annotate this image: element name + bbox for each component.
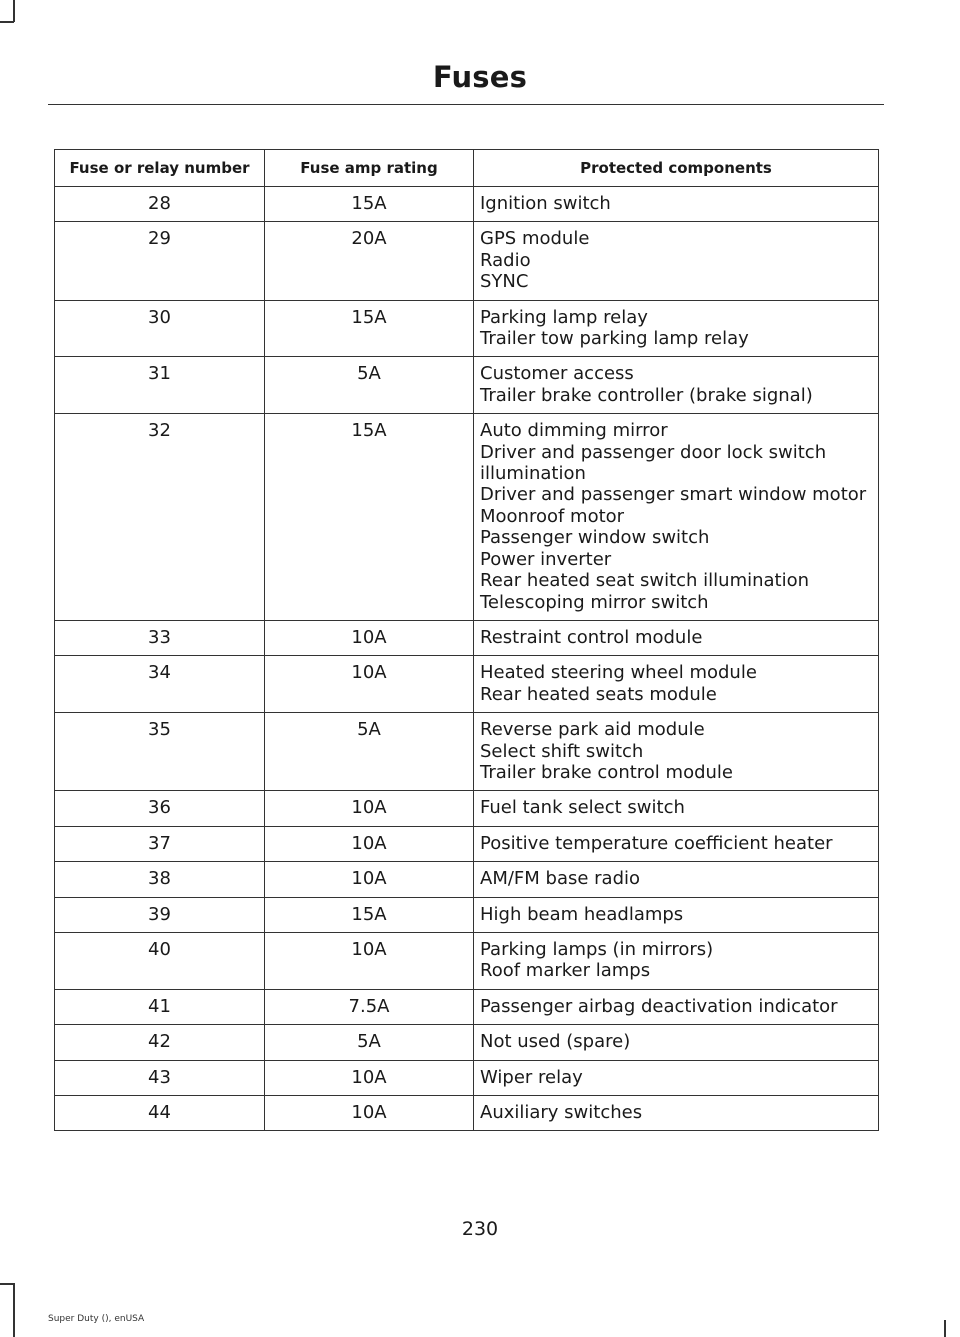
component-line: Fuel tank select switch: [480, 797, 685, 819]
crop-mark-top-left-v: [13, 0, 15, 22]
title-rule: [48, 104, 884, 105]
page-title: Fuses: [432, 60, 528, 94]
protected-components-cell: [474, 414, 879, 621]
component-line: Passenger airbag deactivation indicator: [480, 995, 838, 1017]
table-row: [55, 414, 879, 621]
component-line: SYNC: [480, 271, 529, 293]
fuse-number-cell: 32: [55, 414, 265, 621]
table-row: [55, 300, 879, 357]
crop-mark-top-left-h: [0, 21, 14, 23]
amp-rating-cell: 20A: [265, 222, 474, 300]
component-line: Ignition switch: [480, 193, 611, 214]
amp-rating-cell: 10A: [265, 620, 474, 655]
amp-rating-cell: 10A: [265, 1060, 474, 1095]
table-row: [55, 862, 879, 897]
component-line: Select shift switch: [480, 740, 644, 762]
protected-components-cell: [474, 713, 879, 791]
page-number: 230: [461, 1218, 499, 1240]
crop-mark-bottom-right-v: [944, 1320, 946, 1337]
crop-mark-bottom-left-h: [0, 1283, 14, 1285]
table-row: [55, 989, 879, 1024]
footer-text: Super Duty (), enUSA: [48, 1314, 145, 1324]
fuse-number-cell: 39: [55, 897, 265, 932]
amp-rating-cell: 5A: [265, 713, 474, 791]
fuse-number-cell: 29: [55, 222, 265, 300]
fuse-number-cell: 42: [55, 1025, 265, 1060]
amp-rating-cell: 15A: [265, 897, 474, 932]
protected-components-cell: [474, 932, 879, 989]
table-row: [55, 1060, 879, 1095]
fuse-number-cell: 44: [55, 1096, 265, 1131]
header-row: [55, 150, 879, 187]
protected-components-cell: [474, 357, 879, 414]
fuse-number-cell: 30: [55, 300, 265, 357]
fuse-number-cell: 36: [55, 791, 265, 826]
header-amp-rating: Fuse amp rating: [265, 150, 474, 187]
fuse-number-cell: 38: [55, 862, 265, 897]
protected-components-cell: [474, 897, 879, 932]
component-line: Rear heated seat switch illumination: [480, 570, 810, 592]
protected-components-cell: [474, 1025, 879, 1060]
table-row: [55, 1025, 879, 1060]
table-row: [55, 713, 879, 791]
fuse-number-cell: 34: [55, 656, 265, 713]
protected-components-cell: [474, 1096, 879, 1131]
fuse-number-cell: 33: [55, 620, 265, 655]
table-row: [55, 897, 879, 932]
component-line: GPS module: [480, 228, 590, 250]
fuse-number-cell: 41: [55, 989, 265, 1024]
amp-rating-cell: 7.5A: [265, 989, 474, 1024]
table-row: [55, 222, 879, 300]
table-row: [55, 1096, 879, 1131]
component-line: Radio: [480, 249, 531, 271]
amp-rating-cell: 10A: [265, 862, 474, 897]
protected-components-cell: [474, 862, 879, 897]
component-line: Reverse park aid module: [480, 719, 705, 741]
fuse-table-header: [55, 150, 879, 187]
component-line: Driver and passenger smart window motor: [480, 484, 867, 506]
amp-rating-cell: 10A: [265, 1096, 474, 1131]
component-line: Telescoping mirror switch: [480, 591, 709, 613]
protected-components-cell: [474, 826, 879, 861]
header-protected-components: Protected components: [474, 150, 879, 187]
component-line: Parking lamp relay: [480, 306, 648, 328]
component-line: Trailer brake controller (brake signal): [480, 384, 813, 406]
amp-rating-cell: 10A: [265, 826, 474, 861]
component-line: Parking lamps (in mirrors): [480, 938, 714, 960]
protected-components-cell: [474, 222, 879, 300]
protected-components-cell: [474, 656, 879, 713]
protected-components-cell: [474, 187, 879, 222]
component-line: Power inverter: [480, 548, 612, 570]
component-line: Moonroof motor: [480, 505, 625, 527]
component-line: Trailer brake control module: [480, 761, 733, 783]
component-line: Roof marker lamps: [480, 960, 651, 982]
amp-rating-cell: 5A: [265, 1025, 474, 1060]
fuse-table: [54, 149, 879, 1131]
table-row: [55, 656, 879, 713]
protected-components-cell: [474, 989, 879, 1024]
protected-components-cell: [474, 1060, 879, 1095]
component-line: Passenger window switch: [480, 527, 710, 549]
component-line: Trailer tow parking lamp relay: [480, 328, 749, 350]
fuse-number-cell: 37: [55, 826, 265, 861]
protected-components-cell: [474, 300, 879, 357]
component-line: Heated steering wheel module: [480, 662, 757, 684]
component-line: High beam headlamps: [480, 903, 684, 925]
table-row: [55, 357, 879, 414]
protected-components-cell: [474, 791, 879, 826]
component-line: Driver and passenger door lock switch: [480, 441, 827, 463]
protected-components-cell: [474, 620, 879, 655]
component-line: Customer access: [480, 363, 634, 385]
fuse-number-cell: 40: [55, 932, 265, 989]
amp-rating-cell: 15A: [265, 300, 474, 357]
amp-rating-cell: 15A: [265, 414, 474, 621]
component-line: Wiper relay: [480, 1066, 583, 1088]
amp-rating-cell: 10A: [265, 791, 474, 826]
component-line: Rear heated seats module: [480, 683, 717, 705]
fuse-number-cell: 28: [55, 187, 265, 222]
table-row: [55, 826, 879, 861]
component-line: Auxiliary switches: [480, 1102, 643, 1123]
component-line: AM/FM base radio: [480, 868, 641, 890]
amp-rating-cell: 5A: [265, 357, 474, 414]
component-line: Positive temperature coefficient heater: [480, 832, 833, 854]
fuse-number-cell: 35: [55, 713, 265, 791]
fuse-number-cell: 31: [55, 357, 265, 414]
amp-rating-cell: 10A: [265, 656, 474, 713]
component-line: illumination: [480, 463, 586, 485]
amp-rating-cell: 10A: [265, 932, 474, 989]
amp-rating-cell: 15A: [265, 187, 474, 222]
table-row: [55, 187, 879, 222]
component-line: Auto dimming mirror: [480, 420, 668, 442]
header-fuse-number: Fuse or relay number: [55, 150, 265, 187]
component-line: Not used (spare): [480, 1031, 631, 1053]
crop-mark-bottom-left-v: [13, 1283, 15, 1337]
component-line: Restraint control module: [480, 626, 703, 648]
table-row: [55, 932, 879, 989]
fuse-number-cell: 43: [55, 1060, 265, 1095]
table-row: [55, 791, 879, 826]
table-row: [55, 620, 879, 655]
fuse-table-body: [55, 187, 879, 1131]
